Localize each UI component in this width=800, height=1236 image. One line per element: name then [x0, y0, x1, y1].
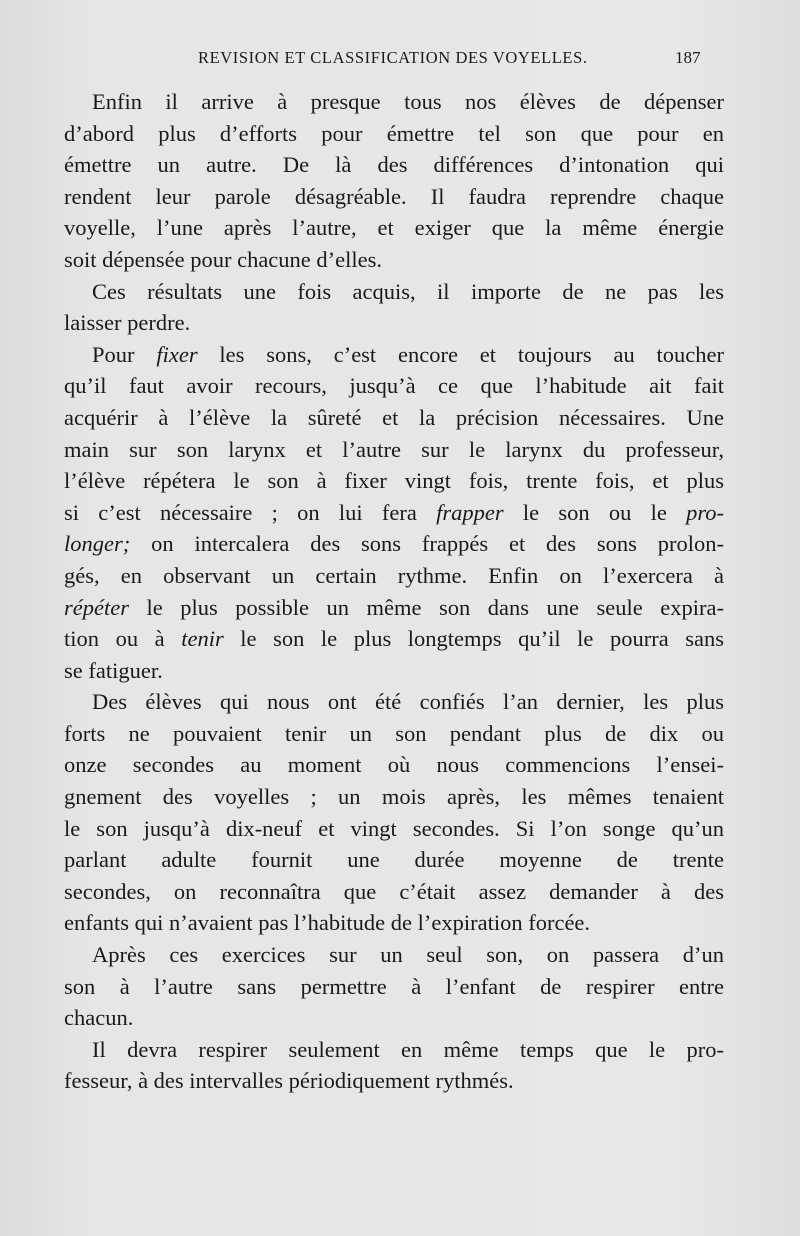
text-line: [64, 149, 724, 181]
text-line: [64, 339, 724, 371]
text-line: [64, 1034, 724, 1066]
italic-word: fixer: [156, 341, 198, 367]
text-line: [64, 655, 724, 687]
body-text: [64, 86, 724, 1097]
text-run: l’élève répétera le son à fixer vingt fois, trente fois, et plus: [64, 468, 724, 494]
text-run: Des élèves qui nous ont été confiés l’an dernier, les plus: [92, 689, 724, 715]
text-line: [64, 528, 724, 560]
text-run: enfants qui n’avaient pas l’habitude de l’expiration forcée.: [64, 910, 591, 936]
text-run: fesseur, à des intervalles périodiquement rythmés.: [64, 1068, 514, 1094]
text-run: Ces résultats une fois acquis, il importe de ne pas les: [92, 278, 724, 304]
text-run: le son le plus longtemps qu’il le pourra sans: [223, 626, 724, 652]
text-run: rendent leur parole désagréable. Il faudra reprendre chaque: [64, 183, 724, 209]
text-run: le son jusqu’à dix-neuf et vingt secondes. Si l’on songe qu’un: [64, 815, 724, 841]
text-run: parlant adulte fournit une durée moyenne de trente: [64, 847, 724, 873]
text-run: on intercalera des sons frappés et des sons prolon-: [130, 531, 724, 557]
text-line: [64, 939, 724, 971]
text-line: [64, 623, 724, 655]
paragraph: [64, 276, 724, 339]
paragraph: [64, 86, 724, 276]
text-run: gés, en observant un certain rythme. Enfin on l’exercera à: [64, 562, 724, 588]
text-line: [64, 465, 724, 497]
text-line: [64, 370, 724, 402]
text-run: Après ces exercices sur un seul son, on passera d’un: [92, 942, 724, 968]
text-run: secondes, on reconnaîtra que c’était assez demander à des: [64, 878, 724, 904]
text-run: chacun.: [64, 1005, 134, 1031]
italic-word: frapper: [436, 499, 504, 525]
text-run: d’abord plus d’efforts pour émettre tel son que pour en: [64, 120, 724, 146]
text-run: main sur son larynx et l’autre sur le larynx du professeur,: [64, 436, 724, 462]
text-line: [64, 402, 724, 434]
text-line: [64, 244, 724, 276]
text-line: [64, 212, 724, 244]
text-line: [64, 781, 724, 813]
text-run: se fatiguer.: [64, 657, 163, 683]
text-run: Pour: [92, 341, 157, 367]
text-line: [64, 844, 724, 876]
text-line: [64, 560, 724, 592]
text-run: Il devra respirer seulement en même temps que le pro-: [92, 1036, 724, 1062]
italic-word: longer;: [64, 531, 131, 557]
text-run: soit dépensée pour chacune d’elles.: [64, 246, 382, 272]
text-run: les sons, c’est encore et toujours au toucher: [197, 341, 724, 367]
running-title: REVISION ET CLASSIFICATION DES VOYELLES.: [198, 48, 588, 67]
text-run: émettre un autre. De là des différences d’intonation qui: [64, 152, 724, 178]
text-run: onze secondes au moment où nous commencions l’ensei-: [64, 752, 724, 778]
text-line: [64, 276, 724, 308]
text-line: [64, 118, 724, 150]
paragraph: [64, 686, 724, 939]
paragraph: [64, 339, 724, 687]
text-line: [64, 307, 724, 339]
text-line: [64, 813, 724, 845]
text-line: [64, 592, 724, 624]
italic-word: répéter: [64, 594, 129, 620]
text-line: [64, 971, 724, 1003]
page-number: 187: [675, 48, 701, 67]
text-run: acquérir à l’élève la sûreté et la précision nécessaires. Une: [64, 404, 724, 430]
text-line: [64, 434, 724, 466]
text-run: le son ou le: [503, 499, 687, 525]
text-line: [64, 686, 724, 718]
text-line: [64, 749, 724, 781]
text-line: [64, 718, 724, 750]
text-line: [64, 497, 724, 529]
text-run: forts ne pouvaient tenir un son pendant plus de dix ou: [64, 720, 724, 746]
text-run: qu’il faut avoir recours, jusqu’à ce que l’habitude ait fait: [64, 373, 724, 399]
running-head: [0, 48, 800, 78]
text-line: [64, 907, 724, 939]
text-line: [64, 1002, 724, 1034]
text-line: [64, 86, 724, 118]
text-run: voyelle, l’une après l’autre, et exiger que la même énergie: [64, 215, 724, 241]
text-line: [64, 876, 724, 908]
italic-word: pro-: [686, 499, 724, 525]
text-line: [64, 181, 724, 213]
text-line: [64, 1065, 724, 1097]
italic-word: tenir: [181, 626, 224, 652]
text-run: le plus possible un même son dans une seule expira-: [128, 594, 724, 620]
text-run: tion ou à: [64, 626, 182, 652]
text-run: laisser perdre.: [64, 310, 191, 336]
text-run: gnement des voyelles ; un mois après, les mêmes tenaient: [64, 784, 724, 810]
text-run: si c’est nécessaire ; on lui fera: [64, 499, 437, 525]
text-run: son à l’autre sans permettre à l’enfant de respirer entre: [64, 973, 724, 999]
text-run: Enfin il arrive à presque tous nos élèves de dépenser: [92, 89, 724, 114]
paragraph: [64, 939, 724, 1034]
paragraph: [64, 1034, 724, 1097]
